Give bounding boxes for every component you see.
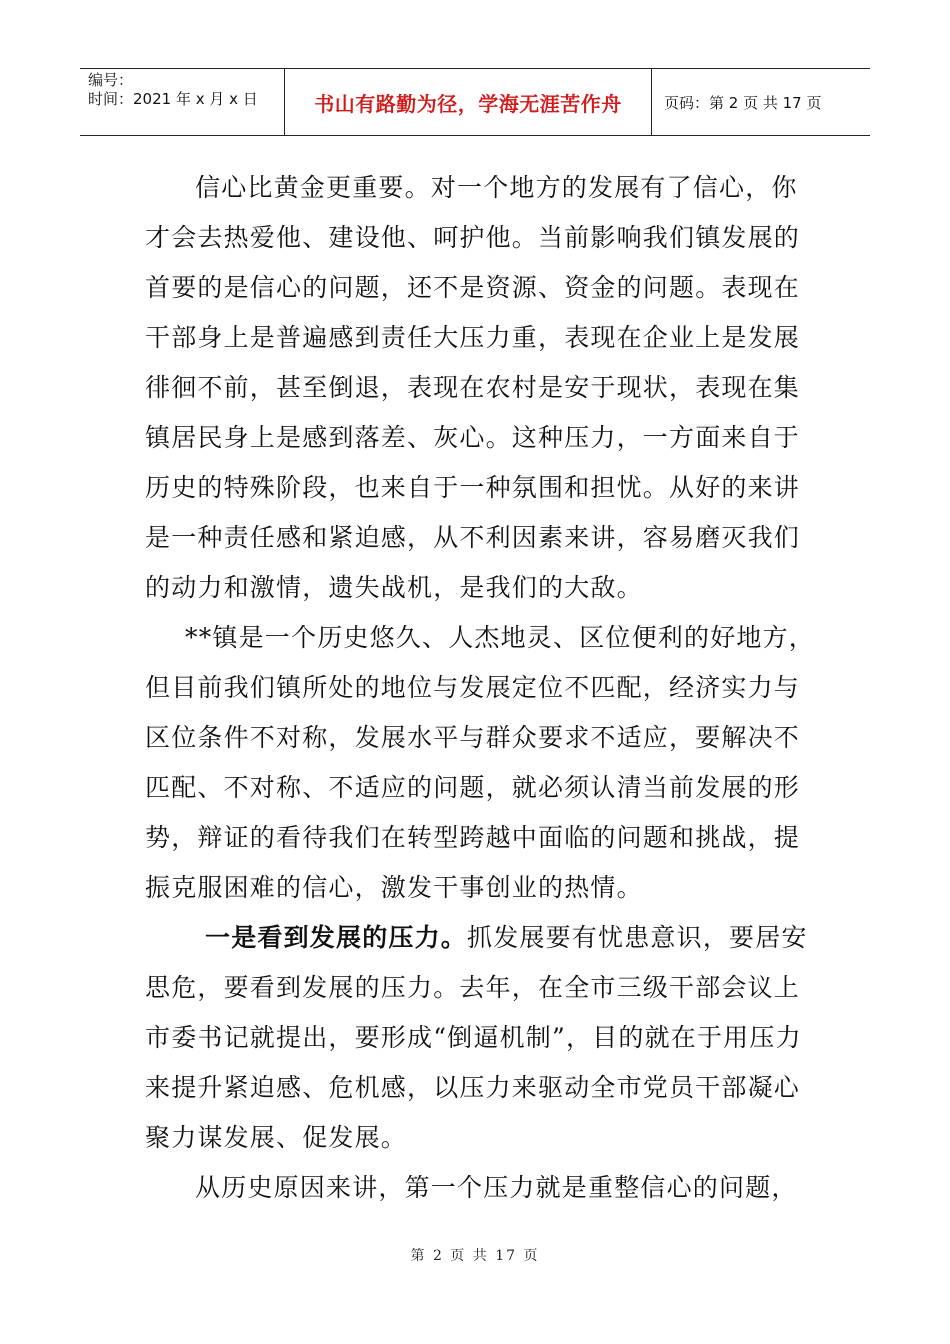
header-motto-cell — [284, 69, 652, 135]
paragraph-1: 信心比黄金更重要。对一个地方的发展有了信心，你才会去热爱他、建设他、呵护他。当前影响我们镇发展的首要的是信心的问题，还不是资源、资金的问题。表现在干部身上是普遍感到责任大压力重，表现在企业上是发展徘徊不前，甚至倒退，表现在农村是安于现状，表现在集镇居民身上是感到落差、灰心。这种压力，一方面来自于历史的特殊阶段，也来自于一种氛围和担忧。从好的来讲是一种责任感和紧迫感，从不利因素来讲，容易磨灭我们的动力和激情，遗失战机，是我们的大敌。 — [145, 173, 801, 602]
document-body — [145, 163, 815, 1213]
document-number-label: 编号： — [88, 71, 134, 89]
page-header — [80, 68, 870, 136]
paragraph-4: 从历史原因来讲，第一个压力就是重整信心的问题， — [195, 1173, 798, 1202]
page-footer: 第 2 页 共 17 页 — [410, 1248, 540, 1264]
header-meta — [80, 69, 284, 135]
header-motto: 书山有路勤为径，学海无涯苦作舟 — [314, 91, 622, 116]
document-time-label: 时间：2021 年 x 月 x 日 — [88, 90, 258, 108]
header-page-info: 页码：第 2 页 共 17 页 — [664, 93, 822, 112]
paragraph-2: **镇是一个历史悠久、人杰地灵、区位便利的好地方，但目前我们镇所处的地位与发展定位不匹配，经济实力与区位条件不对称，发展水平与群众要求不适应，要解决不匹配、不对称、不适应的问题，就必须认清当前发展的形势，辩证的看待我们在转型跨越中面临的问题和挑战，提振克服困难的信心，激发干事创业的热情。 — [145, 623, 816, 902]
paragraph-3-text: 抓发展要有忧患意识，要居安思危，要看到发展的压力。去年，在全市三级干部会议上市委书记就提出，要形成“倒逼机制”，目的就在于用压力来提升紧迫感、危机感，以压力来驱动全市党员干部凝心聚力谋发展、促发展。 — [145, 923, 808, 1152]
paragraph-3 — [145, 913, 815, 1163]
paragraph-3-lead: 一是看到发展的压力。 — [205, 923, 468, 952]
